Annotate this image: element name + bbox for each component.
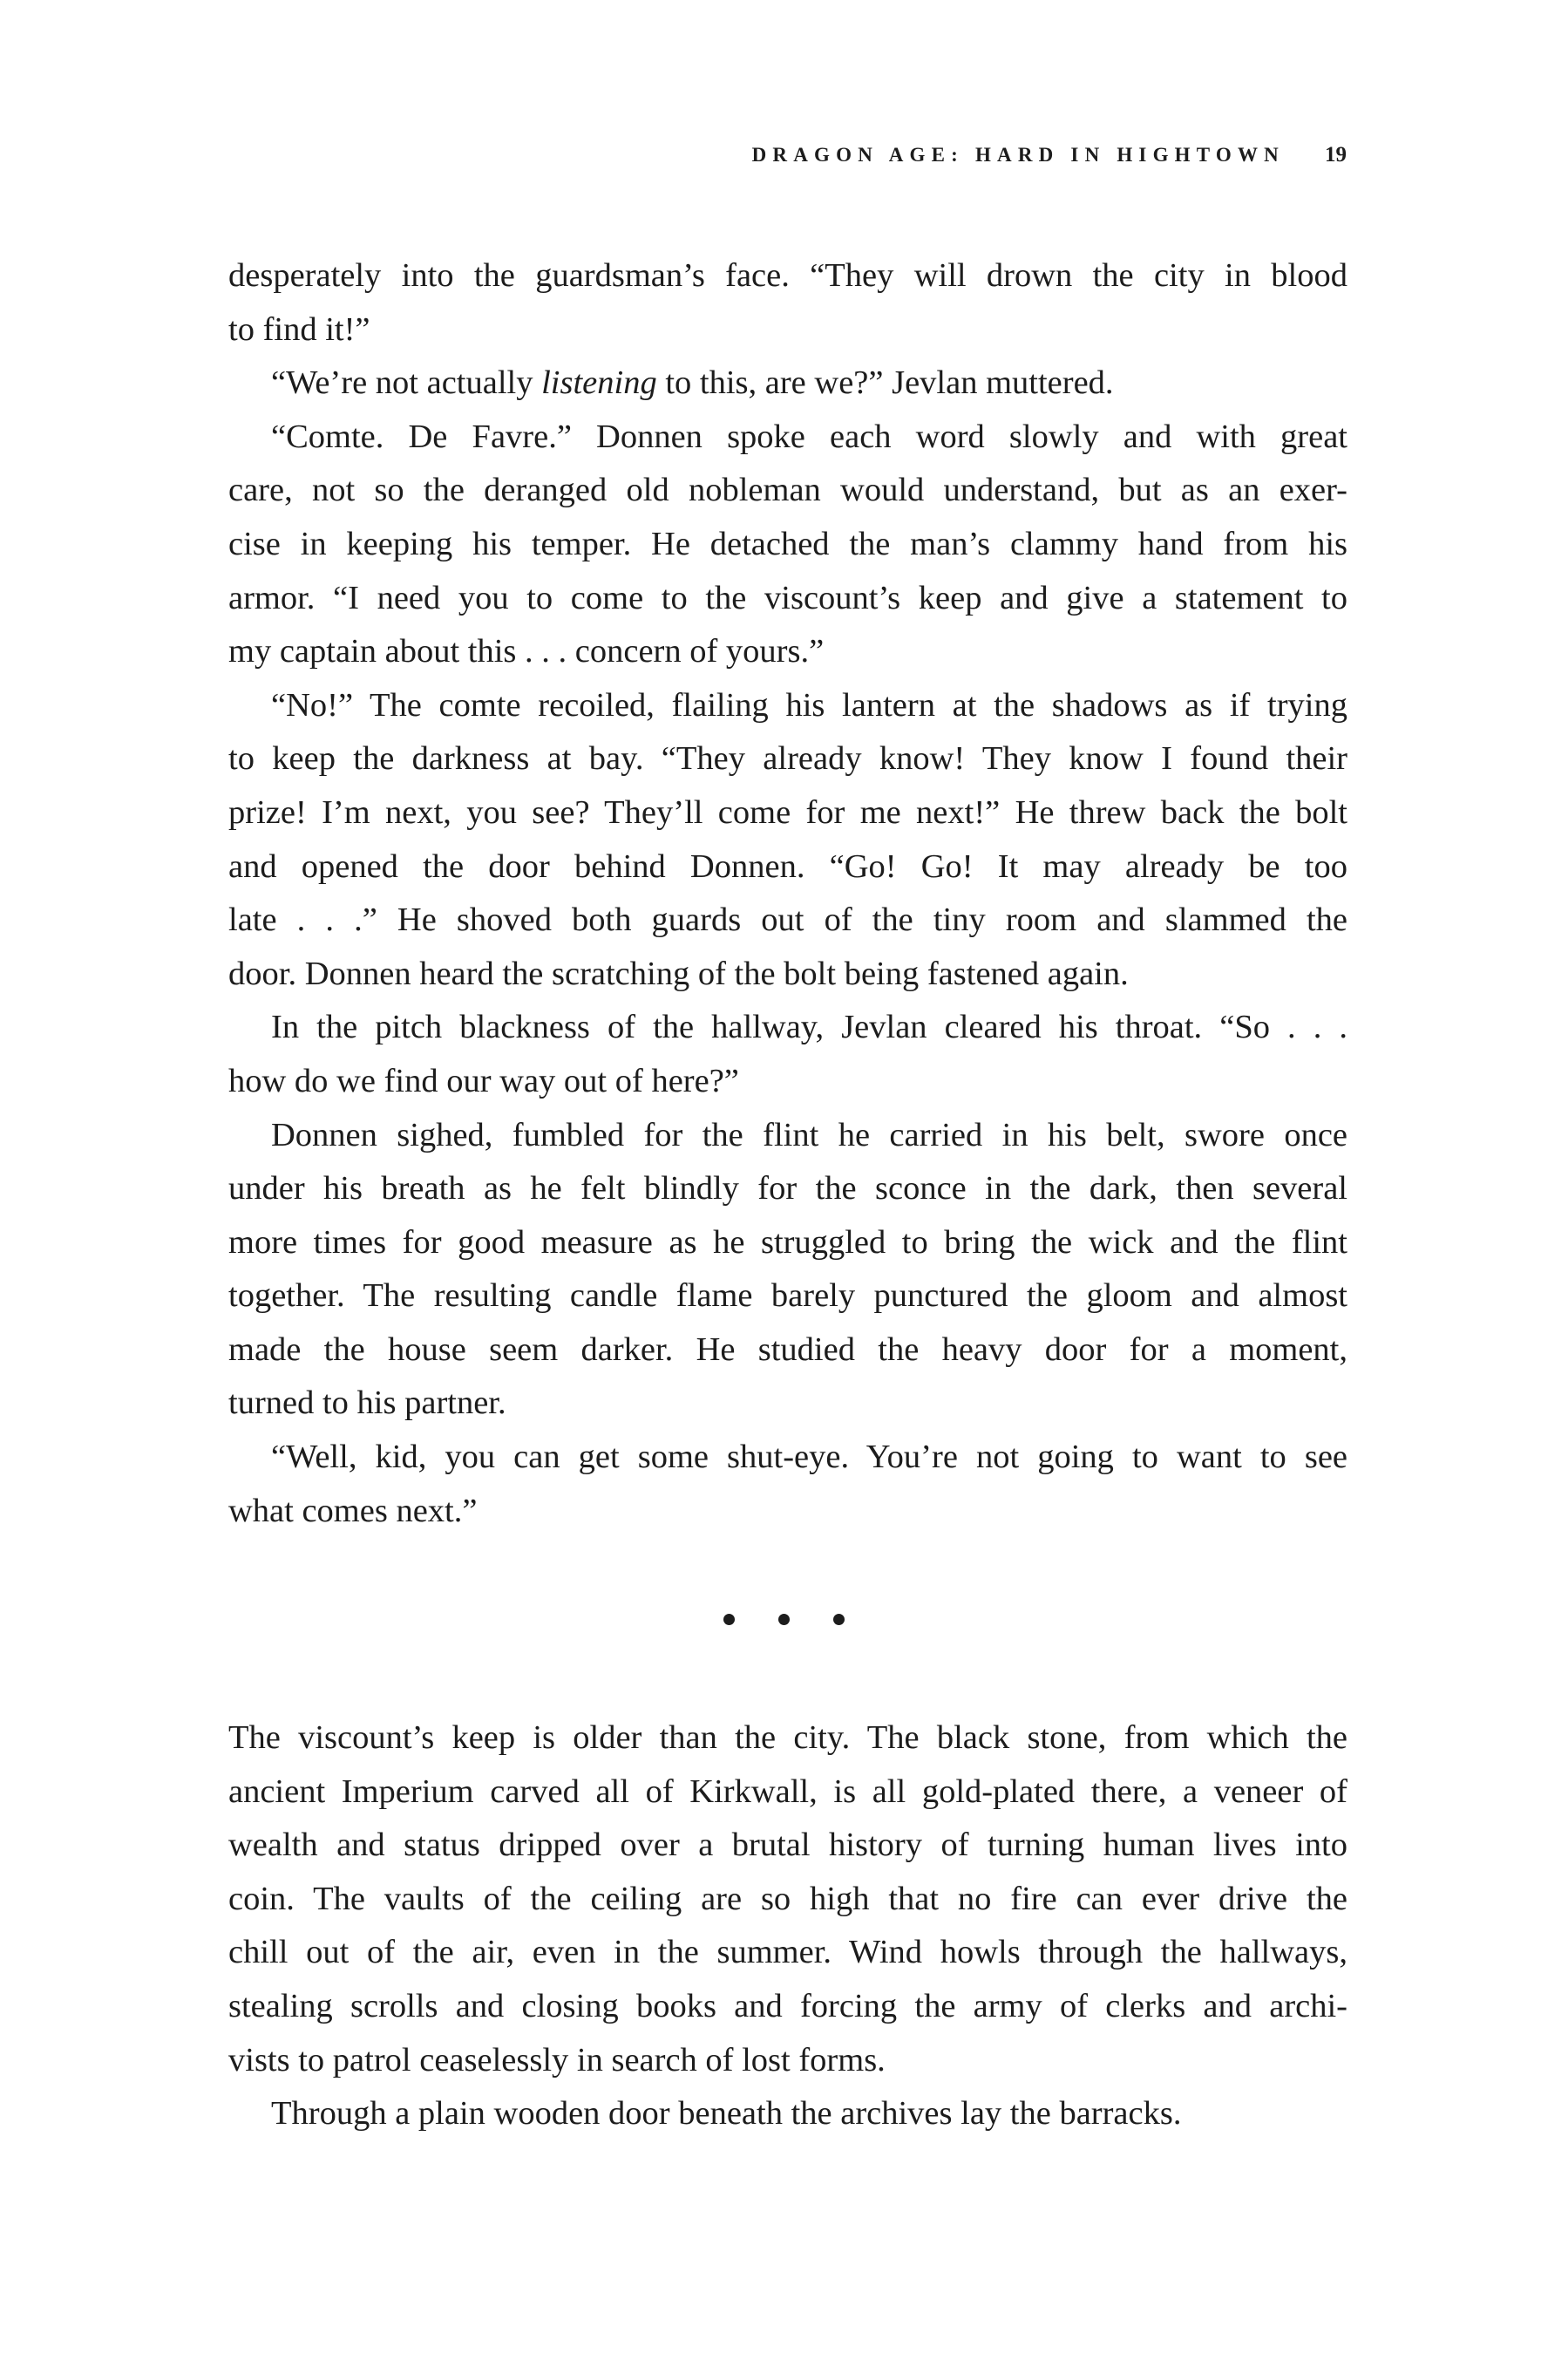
text-line: more times for good measure as he struggled to bring the wick and the flint (228, 1223, 1347, 1261)
paragraph (228, 249, 1347, 357)
paragraph (228, 1109, 1347, 1432)
text-line: together. The resulting candle flame barely punctured the gloom and almost (228, 1277, 1347, 1315)
text-line: Through a plain wooden door beneath the archives lay the barracks. (271, 2095, 1182, 2133)
paragraph (228, 411, 1347, 679)
text-line: how do we find our way out of here?” (228, 1062, 739, 1099)
text-line: what comes next.” (228, 1492, 478, 1529)
text-line: under his breath as he felt blindly for the sconce in the dark, then several (228, 1170, 1347, 1208)
page-number: 19 (1325, 143, 1347, 167)
text-line: prize! I’m next, you see? They’ll come for me next!” He threw back the bolt (228, 793, 1347, 831)
text-line: and opened the door behind Donnen. “Go! Go! It may already be too (228, 847, 1347, 885)
text-line: wealth and status dripped over a brutal history of turning human lives into (228, 1827, 1347, 1864)
text-line: turned to his partner. (228, 1385, 506, 1422)
text-line: to keep the darkness at bay. “They already know! They know I found their (228, 740, 1347, 778)
running-head (0, 143, 1347, 178)
section-break-dot (723, 1614, 735, 1625)
text-line: care, not so the deranged old nobleman would understand, but as an exer- (228, 472, 1347, 509)
text-line: Donnen sighed, fumbled for the flint he carried in his belt, swore once (271, 1116, 1347, 1153)
running-title: DRAGON AGE: HARD IN HIGHTOWN (751, 144, 1285, 166)
text-line: made the house seem darker. He studied the heavy door for a moment, (228, 1330, 1347, 1368)
section-break (0, 1614, 1568, 1640)
text-line: my captain about this . . . concern of yours.” (228, 633, 825, 670)
text-line: door. Donnen heard the scratching of the bolt being fastened again. (228, 955, 1129, 992)
text-line: coin. The vaults of the ceiling are so high that no fire can ever drive the (228, 1880, 1347, 1917)
text-line: “No!” The comte recoiled, flailing his lantern at the shadows as if trying (271, 686, 1347, 724)
text-line: In the pitch blackness of the hallway, Jevlan cleared his throat. “So . . . (271, 1009, 1347, 1046)
italic-text: listening (541, 364, 657, 402)
section-break-dot (833, 1614, 845, 1625)
text-line: vists to patrol ceaselessly in search of lost forms. (228, 2041, 886, 2078)
paragraph (228, 679, 1347, 1002)
paragraph (228, 1431, 1347, 1538)
paragraph (228, 1001, 1347, 1108)
section-break-dot (778, 1614, 790, 1625)
text-run: to this, are we?” Jevlan muttered. (656, 364, 1114, 402)
text-block-2 (228, 1711, 1347, 2141)
paragraph (228, 2087, 1347, 2141)
text-line: cise in keeping his temper. He detached the man’s clammy hand from his (228, 525, 1347, 562)
text-line: The viscount’s keep is older than the city. The black stone, from which the (228, 1719, 1347, 1756)
text-line: chill out of the air, even in the summer. Wind howls through the hallways, (228, 1934, 1347, 1971)
paragraph (228, 357, 1347, 411)
text-line (228, 357, 1347, 411)
paragraph (228, 1711, 1347, 2087)
text-line: “Well, kid, you can get some shut-eye. You’re not going to want to see (271, 1439, 1347, 1476)
text-line: “Comte. De Favre.” Donnen spoke each word slowly and with great (271, 418, 1347, 455)
text-run: “We’re not actually (271, 364, 542, 402)
text-block-1 (228, 249, 1347, 1538)
text-line: ancient Imperium carved all of Kirkwall, is all gold-plated there, a veneer of (228, 1772, 1347, 1810)
text-line: desperately into the guardsman’s face. “They will drown the city in blood (228, 257, 1347, 294)
text-line: stealing scrolls and closing books and forcing the army of clerks and archi- (228, 1987, 1347, 2024)
text-line: armor. “I need you to come to the viscount’s keep and give a statement to (228, 579, 1347, 616)
text-line: to find it!” (228, 310, 370, 348)
text-line: late . . .” He shoved both guards out of the tiny room and slammed the (228, 901, 1347, 939)
